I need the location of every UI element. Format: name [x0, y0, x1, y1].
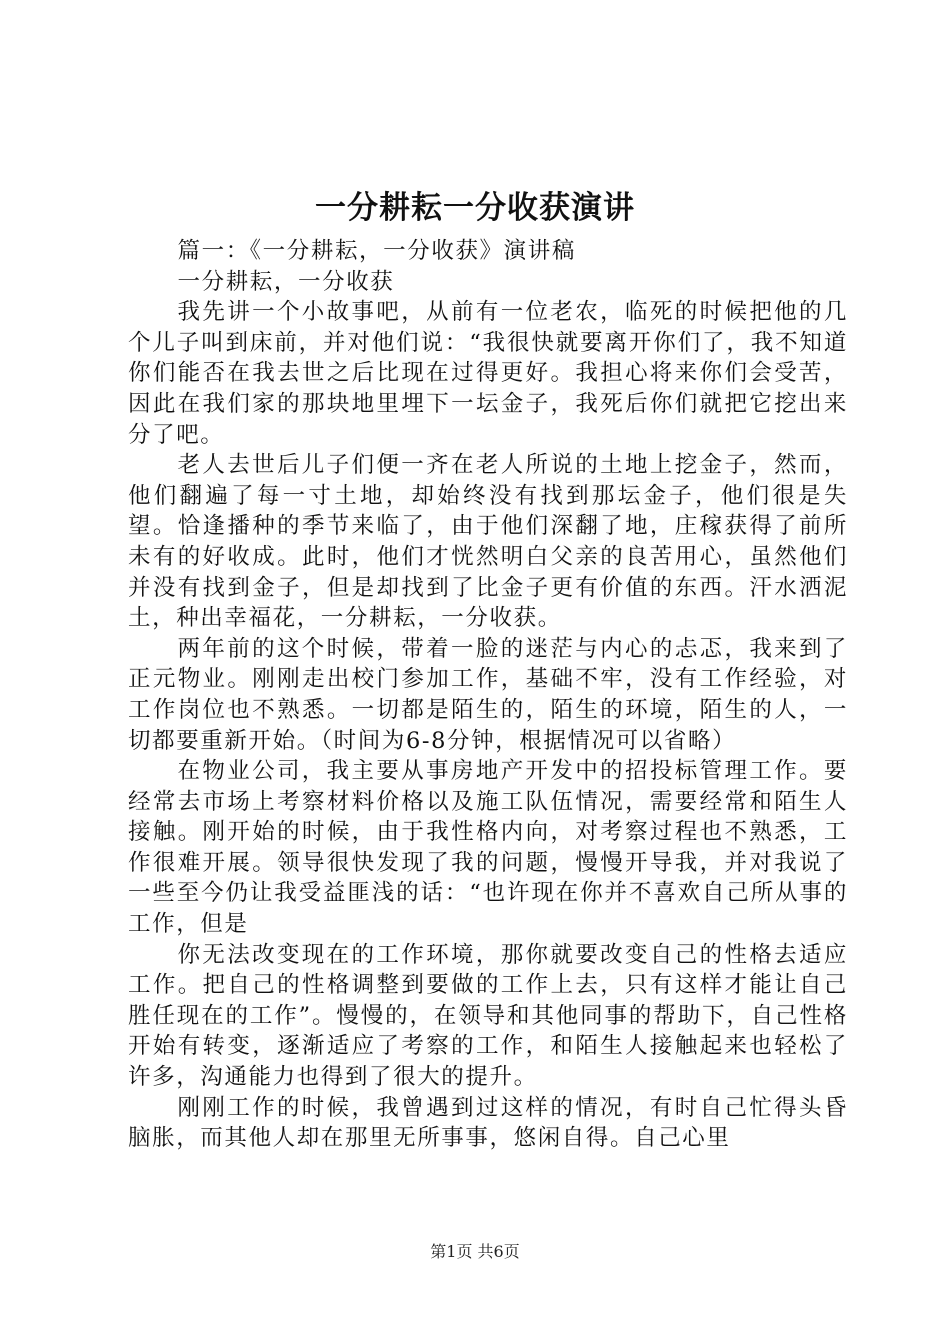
document-title: 一分耕耘一分收获演讲 — [315, 190, 635, 226]
paragraph: 刚刚工作的时候，我曾遇到过这样的情况，有时自己忙得头昏脑胀，而其他人却在那里无所事事，悠闲自得。自己心里 — [128, 1094, 848, 1152]
page-number-footer: 第1页 共6页 — [430, 1242, 520, 1261]
paragraph: 老人去世后儿子们便一齐在老人所说的土地上挖金子，然而，他们翻遍了每一寸土地，却始终没有找到那坛金子，他们很是失望。恰逢播种的季节来临了，由于他们深翻了地，庄稼获得了前所未有的好收成。此时，他们才恍然明白父亲的良苦用心，虽然他们并没有找到金子，但是却找到了比金子更有价值的东西。汗水洒泥土，种出幸福花，一分耕耘，一分收获。 — [128, 452, 848, 632]
paragraph: 两年前的这个时候，带着一脸的迷茫与内心的忐忑，我来到了正元物业。刚刚走出校门参加工作，基础不牢，没有工作经验，对工作岗位也不熟悉。一切都是陌生的，陌生的环境，陌生的人，一切都要重新开始。（时间为6-8分钟，根据情况可以省略） — [128, 635, 848, 754]
paragraph: 你无法改变现在的工作环境，那你就要改变自己的性格去适应工作。把自己的性格调整到要做的工作上去，只有这样才能让自己胜任现在的工作”。慢慢的，在领导和其他同事的帮助下，自己性格开始有转变，逐渐适应了考察的工作，和陌生人接触起来也轻松了许多，沟通能力也得到了很大的提升。 — [128, 941, 848, 1091]
paragraph: 我先讲一个小故事吧，从前有一位老农，临死的时候把他的几个儿子叫到床前，并对他们说：“我很快就要离开你们了，我不知道你们能否在我去世之后比现在过得更好。我担心将来你们会受苦，因此在我们家的那块地里埋下一坛金子，我死后你们就把它挖出来分了吧。 — [128, 299, 848, 448]
document-body — [128, 236, 848, 1154]
subtitle-line: 篇一：《一分耕耘，一分收获》演讲稿 — [177, 238, 576, 264]
heading-line: 一分耕耘，一分收获 — [177, 268, 395, 295]
paragraph: 在物业公司，我主要从事房地产开发中的招投标管理工作。要经常去市场上考察材料价格以及施工队伍情况，需要经常和陌生人接触。刚开始的时候，由于我性格内向，对考察过程也不熟悉，工作很难开展。领导很快发现了我的问题，慢慢开导我，并对我说了一些至今仍让我受益匪浅的话：“也许现在你并不喜欢自己所从事的工作，但是 — [128, 758, 848, 938]
